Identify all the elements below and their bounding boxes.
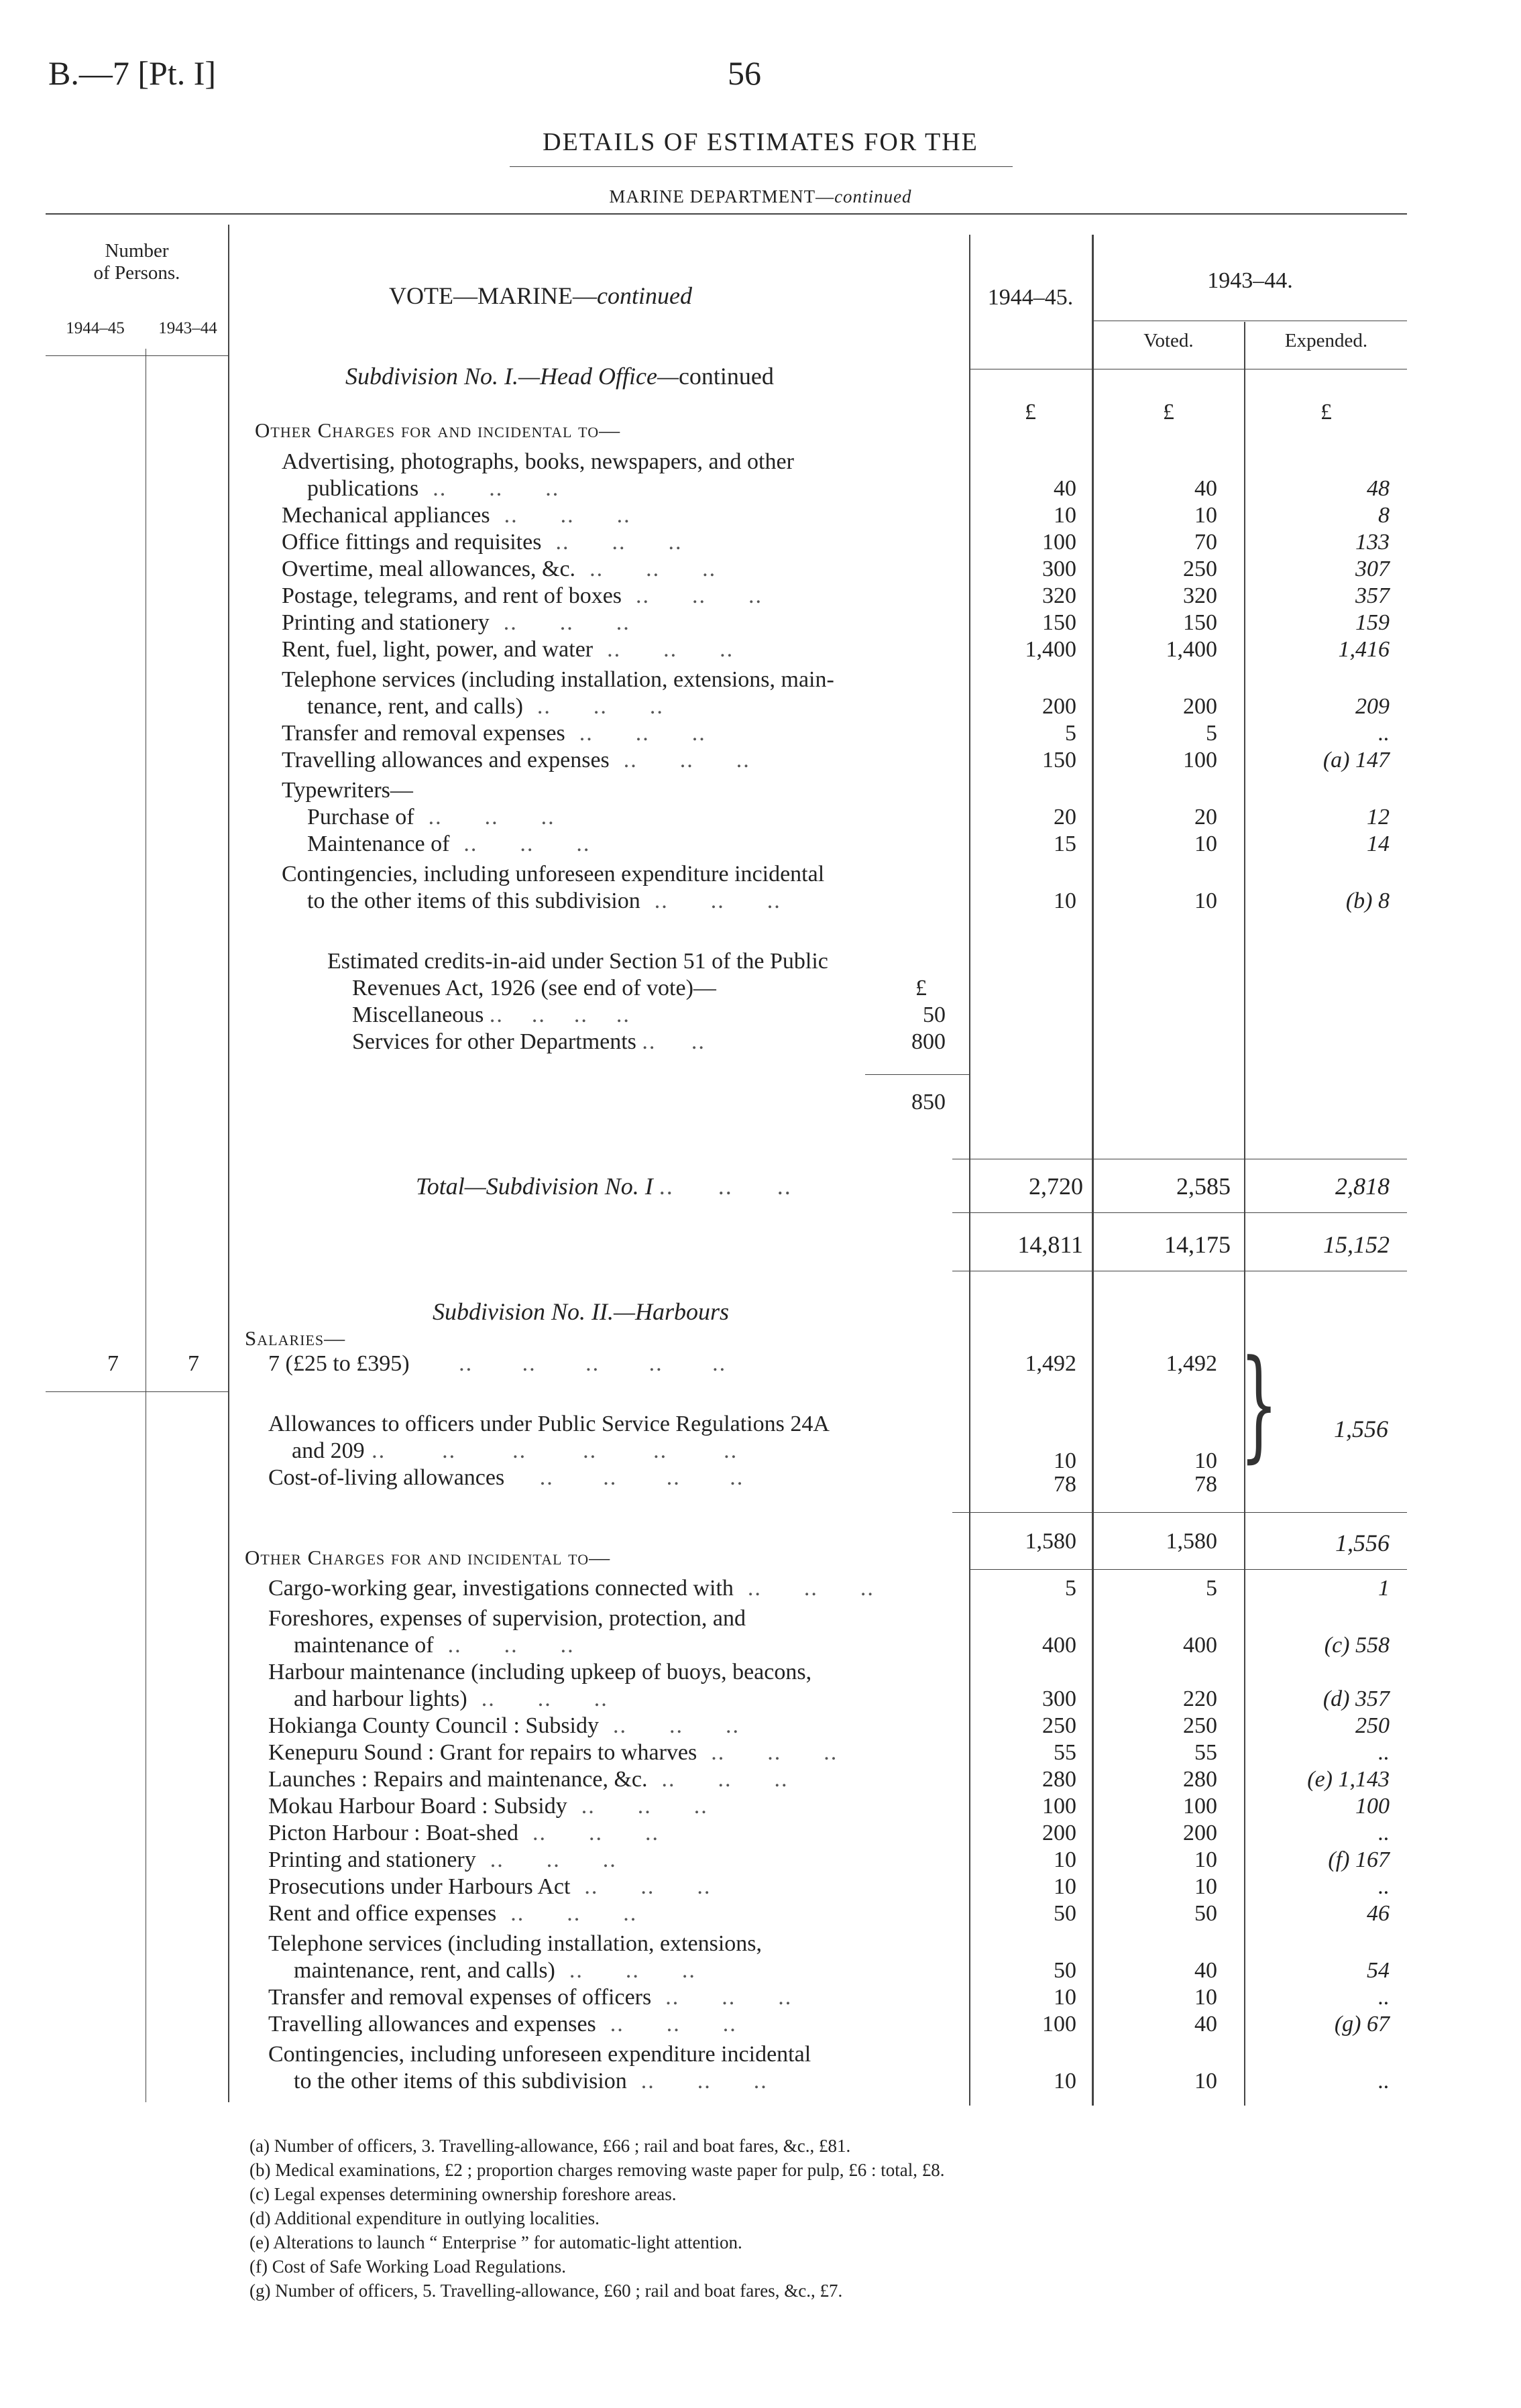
sub2-item-voted: 10 (1194, 2069, 1217, 2094)
sub1-item-estimate: 20 (1054, 805, 1076, 829)
leader-dots: .. .. .. (418, 476, 560, 501)
sub1-item-expended: 357 (1355, 583, 1390, 608)
sub1-item-label: Travelling allowances and expenses .. .. .. (282, 748, 750, 772)
sub1-item-estimate: 5 (1065, 721, 1076, 746)
sub2-item-label: Telephone services (including installation, extensions, (268, 1931, 762, 1956)
leader-dots: .. .. .. (599, 1713, 740, 1738)
total-1-estimate: 2,720 (1029, 1173, 1083, 1200)
sub2-item-label: and harbour lights) .. .. .. (294, 1686, 608, 1711)
page-subtitle: MARINE DEPARTMENT—continued (609, 186, 912, 207)
sub1-item-expended: 14 (1367, 832, 1390, 856)
sub1-item-expended: 209 (1355, 694, 1390, 719)
sub2-item-expended: 54 (1367, 1958, 1390, 1983)
title-rule (510, 166, 1013, 167)
sub2-item-estimate: 10 (1054, 1874, 1076, 1899)
sub1-item-voted: 250 (1183, 557, 1217, 581)
sub1-item-label: Purchase of .. .. .. (307, 805, 555, 829)
sub1-item-label: Mechanical appliances .. .. .. (282, 503, 631, 528)
voted-header: Voted. (1143, 330, 1194, 351)
sub2-item-label: to the other items of this subdivision .. .. .. (294, 2069, 768, 2094)
sub2-item-label: Kenepuru Sound : Grant for repairs to wharves .. .. .. (268, 1740, 838, 1765)
sub1-item-label: Typewriters— (282, 778, 413, 803)
allowances-estimate: 10 (1054, 1448, 1076, 1473)
sub1-item-voted: 100 (1183, 748, 1217, 772)
sub2-item-label: Rent and office expenses .. .. .. (268, 1901, 638, 1926)
sub1-item-voted: 10 (1194, 832, 1217, 856)
sub1-item-voted: 200 (1183, 694, 1217, 719)
sub2-item-label: maintenance, rent, and calls) .. .. .. (294, 1958, 696, 1983)
other-charges-heading-1: Other Charges for and incidental to— (255, 418, 621, 442)
sub2-item-expended: (e) 1,143 (1307, 1767, 1390, 1792)
sub2-item-estimate: 50 (1054, 1901, 1076, 1926)
leader-dots: .. .. .. (414, 805, 555, 829)
credits-line-2: Revenues Act, 1926 (see end of vote)— (352, 976, 716, 1000)
persons-header: Number of Persons. (93, 240, 180, 284)
sub1-item-voted: 150 (1183, 610, 1217, 635)
sub1-item-voted: 10 (1194, 888, 1217, 913)
total-mid-rule (952, 1212, 1407, 1213)
sub1-item-voted: 5 (1206, 721, 1217, 746)
footnote: (g) Number of officers, 5. Travelling-allowance, £60 ; rail and boat fares, &c., £7. (249, 2281, 843, 2301)
sub1-item-voted: 70 (1194, 530, 1217, 555)
sub1-item-label: Rent, fuel, light, power, and water .. .. .. (282, 637, 734, 662)
sub2-item-estimate: 400 (1042, 1633, 1076, 1658)
sub2-item-estimate: 100 (1042, 2012, 1076, 2037)
page-number: 56 (728, 54, 761, 92)
leader-dots: .. .. .. (596, 2012, 737, 2037)
sub2-item-label: Cargo-working gear, investigations connected with .. .. .. (268, 1576, 875, 1601)
persons-1944-45: 7 (107, 1351, 119, 1376)
allowances-line-1: Allowances to officers under Public Service Regulations 24A (268, 1412, 830, 1436)
leader-dots: .. .. .. (593, 637, 734, 662)
sub2-item-label: Mokau Harbour Board : Subsidy .. .. .. (268, 1794, 708, 1819)
sub2-item-expended: (d) 357 (1322, 1686, 1390, 1711)
persons-year-1: 1944–45 (66, 319, 125, 337)
other-charges-heading-2: Other Charges for and incidental to— (245, 1546, 611, 1569)
footnote: (e) Alterations to launch “ Enterprise ” for automatic-light attention. (249, 2232, 742, 2252)
sub1-item-voted: 10 (1194, 503, 1217, 528)
table-top-rule (46, 213, 1407, 215)
sub1-item-expended: 159 (1355, 610, 1390, 635)
salaries-heading: Salaries— (245, 1326, 346, 1350)
salaries-total-rule (952, 1512, 1407, 1513)
sub2-item-voted: 220 (1183, 1686, 1217, 1711)
footnote: (c) Legal expenses determining ownership foreshore areas. (249, 2184, 677, 2204)
sub2-item-expended: (c) 558 (1324, 1633, 1390, 1658)
credits-currency: £ (915, 976, 927, 1000)
sub1-item-label: publications .. .. .. (307, 476, 560, 501)
leader-dots: .. .. .. (541, 530, 683, 555)
sub2-item-estimate: 280 (1042, 1767, 1076, 1792)
sub1-item-estimate: 150 (1042, 610, 1076, 635)
sub1-item-label: Office fittings and requisites .. .. .. (282, 530, 683, 555)
cost-of-living-label: Cost-of-living allowances .. .. .. .. (268, 1465, 744, 1490)
leader-dots: .. .. .. (433, 1633, 575, 1658)
carried-voted: 14,175 (1164, 1231, 1231, 1258)
credits-total-rule (865, 1074, 969, 1075)
leader-dots: .. .. .. (640, 888, 781, 913)
credits-total: 850 (911, 1090, 946, 1114)
sub2-item-estimate: 10 (1054, 1847, 1076, 1872)
sub2-item-expended: .. (1378, 1821, 1390, 1845)
salaries-brace-total: 1,556 (1334, 1416, 1388, 1442)
sub1-item-voted: 20 (1194, 805, 1217, 829)
sub2-item-expended: .. (1378, 2069, 1390, 2094)
sub1-item-label: Printing and stationery .. .. .. (282, 610, 630, 635)
sub2-item-expended: (f) 167 (1328, 1847, 1390, 1872)
expended-header: Expended. (1284, 330, 1368, 351)
sub2-item-estimate: 10 (1054, 1985, 1076, 2010)
leader-dots: .. .. .. (475, 1847, 617, 1872)
footnote: (b) Medical examinations, £2 ; proportion charges removing waste paper for pulp, £6 : total, £8. (249, 2160, 945, 2180)
sub1-item-estimate: 15 (1054, 832, 1076, 856)
sub2-item-voted: 280 (1183, 1767, 1217, 1792)
salary-voted: 1,492 (1166, 1351, 1217, 1376)
allowances-voted: 10 (1194, 1448, 1217, 1473)
sub1-item-expended: 133 (1355, 530, 1390, 555)
page-reference: B.—7 [Pt. I] (48, 54, 216, 92)
sub1-item-estimate: 320 (1042, 583, 1076, 608)
sub2-item-estimate: 300 (1042, 1686, 1076, 1711)
sub2-item-label: Harbour maintenance (including upkeep of buoys, beacons, (268, 1660, 812, 1684)
sub2-item-label: Launches : Repairs and maintenance, &c. .. .. .. (268, 1767, 789, 1792)
sub1-item-label: Contingencies, including unforeseen expenditure incidental (282, 862, 825, 886)
sub2-item-expended: (g) 67 (1334, 2012, 1390, 2037)
salaries-total-estimate: 1,580 (1025, 1529, 1076, 1554)
sub1-item-expended: 307 (1355, 557, 1390, 581)
salary-estimate: 1,492 (1025, 1351, 1076, 1376)
leader-dots: .. .. .. (567, 1794, 708, 1819)
leader-dots: .. .. .. (622, 583, 763, 608)
sub2-item-voted: 100 (1183, 1794, 1217, 1819)
sub2-item-label: Printing and stationery .. .. .. (268, 1847, 617, 1872)
sub1-item-expended: 12 (1367, 805, 1390, 829)
currency-estimate: £ (1025, 400, 1036, 424)
currency-expended: £ (1320, 400, 1332, 424)
vote-heading: VOTE—MARINE—continued (389, 282, 692, 309)
credits-line-1: Estimated credits-in-aid under Section 51 of the Public (327, 949, 828, 974)
allowances-line-2: and 209 .. .. .. .. .. .. (292, 1438, 738, 1463)
credits-miscellaneous-value: 50 (923, 1002, 946, 1027)
leader-dots: .. .. .. (489, 610, 630, 635)
total-1-voted: 2,585 (1176, 1173, 1231, 1200)
sub2-item-label: maintenance of .. .. .. (294, 1633, 575, 1658)
sub2-item-estimate: 5 (1065, 1576, 1076, 1601)
sub2-item-voted: 5 (1206, 1576, 1217, 1601)
sub2-item-voted: 40 (1194, 1958, 1217, 1983)
leader-dots: .. .. .. (467, 1686, 608, 1711)
sub1-item-label: Maintenance of .. .. .. (307, 832, 591, 856)
sub1-item-expended: (a) 147 (1322, 748, 1390, 772)
salary-line-label: 7 (£25 to £395) .. .. .. .. .. (268, 1351, 727, 1376)
sub2-item-expended: 46 (1367, 1901, 1390, 1926)
sub2-item-voted: 10 (1194, 1874, 1217, 1899)
leader-dots: .. .. .. (575, 557, 717, 581)
sub1-item-estimate: 150 (1042, 748, 1076, 772)
sub1-item-label: Advertising, photographs, books, newspapers, and other (282, 449, 794, 474)
estimate-year-header: 1944–45. (987, 285, 1074, 310)
sub1-item-expended: 8 (1378, 503, 1390, 528)
leader-dots: .. .. .. (490, 503, 631, 528)
credits-services-label: Services for other Departments .. .. (352, 1029, 706, 1054)
cost-of-living-estimate: 78 (1054, 1472, 1076, 1497)
sub2-item-expended: 1 (1378, 1576, 1390, 1601)
page-title: DETAILS OF ESTIMATES FOR THE (543, 128, 978, 156)
sub1-item-estimate: 200 (1042, 694, 1076, 719)
sub1-item-label: Telephone services (including installation, extensions, main- (282, 667, 834, 692)
sub2-item-expended: .. (1378, 1874, 1390, 1899)
sub2-item-voted: 55 (1194, 1740, 1217, 1765)
sub2-item-expended: 100 (1355, 1794, 1390, 1819)
sub1-item-expended: 1,416 (1338, 637, 1390, 662)
sub1-item-voted: 40 (1194, 476, 1217, 501)
sub2-item-voted: 50 (1194, 1901, 1217, 1926)
leader-dots: .. .. .. (518, 1821, 659, 1845)
sub1-item-estimate: 100 (1042, 530, 1076, 555)
sub1-item-voted: 320 (1183, 583, 1217, 608)
sub1-item-estimate: 300 (1042, 557, 1076, 581)
leader-dots: .. .. .. (565, 721, 706, 746)
sub2-item-label: Travelling allowances and expenses .. .. .. (268, 2012, 737, 2037)
sub1-item-estimate: 1,400 (1025, 637, 1076, 662)
sub1-item-label: Overtime, meal allowances, &c. .. .. .. (282, 557, 717, 581)
salaries-bottom-rule (969, 1569, 1407, 1570)
sub2-item-voted: 250 (1183, 1713, 1217, 1738)
credits-services-value: 800 (911, 1029, 946, 1054)
leader-dots: .. .. .. (647, 1767, 789, 1792)
footnote: (f) Cost of Safe Working Load Regulations. (249, 2256, 566, 2277)
sub1-item-voted: 1,400 (1166, 637, 1217, 662)
sub2-item-estimate: 10 (1054, 2069, 1076, 2094)
sub2-item-estimate: 250 (1042, 1713, 1076, 1738)
sub2-item-estimate: 200 (1042, 1821, 1076, 1845)
persons-rule (46, 1391, 228, 1392)
leader-dots: .. .. .. (609, 748, 750, 772)
leader-dots: .. .. .. (449, 832, 591, 856)
sub2-item-estimate: 100 (1042, 1794, 1076, 1819)
subdivision-2-heading: Subdivision No. II.—Harbours (433, 1298, 730, 1325)
sub2-item-label: Transfer and removal expenses of officers .. .. .. (268, 1985, 793, 2010)
prev-year-header: 1943–44. (1207, 268, 1293, 293)
leader-dots: .. .. .. (496, 1901, 638, 1926)
sub2-item-voted: 10 (1194, 1985, 1217, 2010)
sub2-item-voted: 10 (1194, 1847, 1217, 1872)
sub2-item-voted: 200 (1183, 1821, 1217, 1845)
sub2-item-label: Hokianga County Council : Subsidy .. .. .. (268, 1713, 740, 1738)
sub1-item-label: Transfer and removal expenses .. .. .. (282, 721, 706, 746)
sub1-item-label: Postage, telegrams, and rent of boxes .. .. .. (282, 583, 763, 608)
salaries-total-expended: 1,556 (1335, 1530, 1390, 1556)
cost-of-living-voted: 78 (1194, 1472, 1217, 1497)
carried-expended: 15,152 (1323, 1231, 1390, 1258)
sub1-item-estimate: 40 (1054, 476, 1076, 501)
persons-header-rule (46, 355, 228, 356)
leader-dots: .. .. .. (626, 2069, 768, 2094)
sub2-item-voted: 400 (1183, 1633, 1217, 1658)
sub2-item-expended: 250 (1355, 1713, 1390, 1738)
persons-1943-44: 7 (188, 1351, 199, 1376)
sub2-item-estimate: 50 (1054, 1958, 1076, 1983)
sub2-item-label: Prosecutions under Harbours Act .. .. .. (268, 1874, 712, 1899)
sub1-item-label: tenance, rent, and calls) .. .. .. (307, 694, 664, 719)
footnote: (d) Additional expenditure in outlying localities. (249, 2208, 600, 2228)
sub2-item-label: Contingencies, including unforeseen expenditure incidental (268, 2042, 811, 2067)
sub2-item-label: Picton Harbour : Boat-shed .. .. .. (268, 1821, 659, 1845)
leader-dots: .. .. .. (697, 1740, 838, 1765)
sub2-item-estimate: 55 (1054, 1740, 1076, 1765)
sub2-item-expended: .. (1378, 1985, 1390, 2010)
sub1-item-expended: (b) 8 (1345, 888, 1390, 913)
sub1-item-estimate: 10 (1054, 888, 1076, 913)
leader-dots: .. .. .. (733, 1576, 875, 1601)
sub1-item-expended: .. (1378, 721, 1390, 746)
leader-dots: .. .. .. (522, 694, 664, 719)
leader-dots: .. .. .. (555, 1958, 696, 1983)
salaries-total-voted: 1,580 (1166, 1529, 1217, 1554)
subdivision-1-heading: Subdivision No. I.—Head Office—continued (345, 363, 774, 390)
sub2-item-voted: 40 (1194, 2012, 1217, 2037)
leader-dots: .. .. .. (651, 1985, 793, 2010)
sub2-item-label: Foreshores, expenses of supervision, protection, and (268, 1606, 746, 1631)
persons-column-divider (228, 225, 229, 2102)
sub2-item-expended: .. (1378, 1740, 1390, 1765)
total-subdivision-1-label: Total—Subdivision No. I .. .. .. (416, 1173, 792, 1200)
leader-dots: .. .. .. (570, 1874, 712, 1899)
brace: } (1239, 1334, 1278, 1475)
credits-miscellaneous-label: Miscellaneous .. .. .. .. (352, 1002, 630, 1027)
currency-voted: £ (1163, 400, 1174, 424)
carried-estimate: 14,811 (1017, 1231, 1083, 1258)
persons-year-2: 1943–44 (158, 319, 217, 337)
sub1-item-label: to the other items of this subdivision .. .. .. (307, 888, 781, 913)
sub1-item-expended: 48 (1367, 476, 1390, 501)
sub1-item-estimate: 10 (1054, 503, 1076, 528)
total-1-expended: 2,818 (1335, 1173, 1390, 1200)
footnote: (a) Number of officers, 3. Travelling-allowance, £66 ; rail and boat fares, &c., £81. (249, 2136, 851, 2156)
